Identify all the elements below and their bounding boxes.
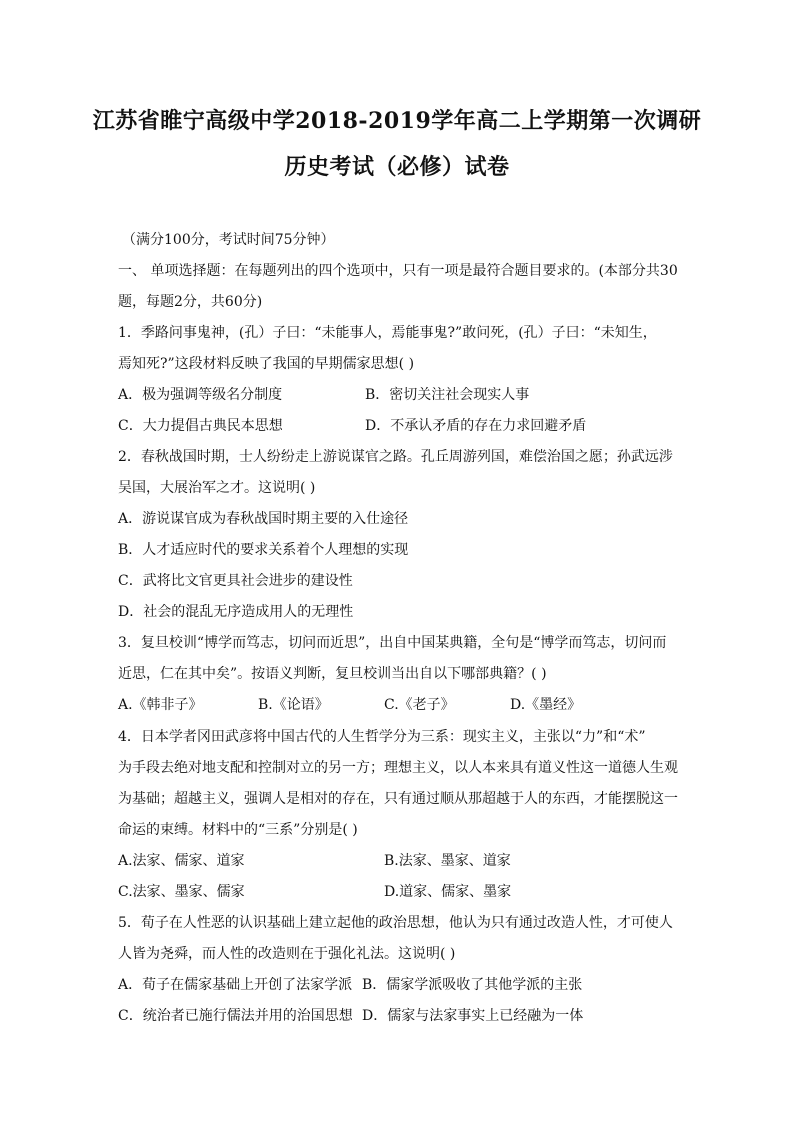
question-2-stem: 2．春秋战国时期，士人纷纷走上游说谋官之路。孔丘周游列国，难偿治国之愿；孙武远涉 [118, 449, 673, 465]
question-3-option-d: D.《墨经》 [510, 697, 582, 713]
question-5-option-c: C．统治者已施行儒法并用的治国思想 [118, 1008, 353, 1024]
question-2-option-a: A．游说谋官成为春秋战国时期主要的入仕途径 [118, 511, 409, 527]
exam-title-line2: 历史考试（必修）试卷 [284, 154, 510, 180]
question-5-option-a: A．荀子在儒家基础上开创了法家学派 [118, 977, 353, 993]
question-1-option-a: A．极为强调等级名分制度 [118, 387, 283, 403]
exam-info: （满分100分，考试时间75分钟） [122, 232, 335, 248]
question-5-stem: 5．荀子在人性恶的认识基础上建立起他的政治思想，他认为只有通过改造人性，才可使人 [118, 915, 673, 931]
question-4-stem: 命运的束缚。材料中的“三系”分别是( ) [118, 822, 358, 838]
question-4-stem: 为手段去绝对地支配和控制对立的另一方；理想主义，以人本来具有道义性这一道德人生观 [118, 760, 678, 776]
question-3-stem: 近思，仁在其中矣”。按语义判断，复旦校训当出自以下哪部典籍？( ) [118, 666, 547, 682]
question-4-option-d: D.道家、儒家、墨家 [384, 884, 512, 900]
question-4-option-c: C.法家、墨家、儒家 [118, 884, 245, 900]
question-4-option-b: B.法家、墨家、道家 [384, 853, 511, 869]
question-4-stem: 4．日本学者冈田武彦将中国古代的人生哲学分为三系：现实主义，主张以“力”和“术” [118, 729, 646, 745]
question-3-option-a: A.《韩非子》 [118, 697, 203, 713]
question-1-option-c: C．大力提倡古典民本思想 [118, 418, 283, 434]
question-3-option-b: B.《论语》 [258, 697, 329, 713]
question-1-stem: 1．季路问事鬼神，(孔）子曰：“未能事人，焉能事鬼?”敢问死，(孔）子曰：“未知生， [118, 325, 657, 341]
question-3-option-c: C.《老子》 [384, 697, 455, 713]
question-3-stem: 3．复旦校训“博学而笃志，切问而近思”，出自中国某典籍，全句是“博学而笃志，切问而 [118, 635, 667, 651]
question-5-option-d: D．儒家与法家事实上已经融为一体 [362, 1008, 584, 1024]
question-4-option-a: A.法家、儒家、道家 [118, 853, 245, 869]
question-5-option-b: B．儒家学派吸收了其他学派的主张 [362, 977, 583, 993]
section-heading-cont: 题，每题2分，共60分) [118, 294, 263, 310]
section-heading: 一、 单项选择题：在每题列出的四个选项中，只有一项是最符合题目要求的。(本部分共30 [118, 263, 678, 279]
question-4-stem: 为基础；超越主义，强调人是相对的存在，只有通过顺从那超越于人的东西，才能摆脱这一 [118, 791, 678, 807]
question-5-stem: 人皆为尧舜，而人性的改造则在于强化礼法。这说明( ) [118, 946, 456, 962]
question-2-option-c: C．武将比文官更具社会进步的建设性 [118, 573, 353, 589]
question-1-option-d: D．不承认矛盾的存在力求回避矛盾 [365, 418, 587, 434]
question-2-stem: 吴国，大展治军之才。这说明( ) [118, 480, 316, 496]
question-1-option-b: B．密切关注社会现实人事 [365, 387, 530, 403]
exam-title-line1: 江苏省睢宁高级中学2018-2019学年高二上学期第一次调研 [92, 108, 702, 134]
question-2-option-d: D．社会的混乱无序造成用人的无理性 [118, 604, 354, 620]
question-2-option-b: B．人才适应时代的要求关系着个人理想的实现 [118, 542, 409, 558]
question-1-stem: 焉知死?”这段材料反映了我国的早期儒家思想( ) [118, 356, 415, 372]
